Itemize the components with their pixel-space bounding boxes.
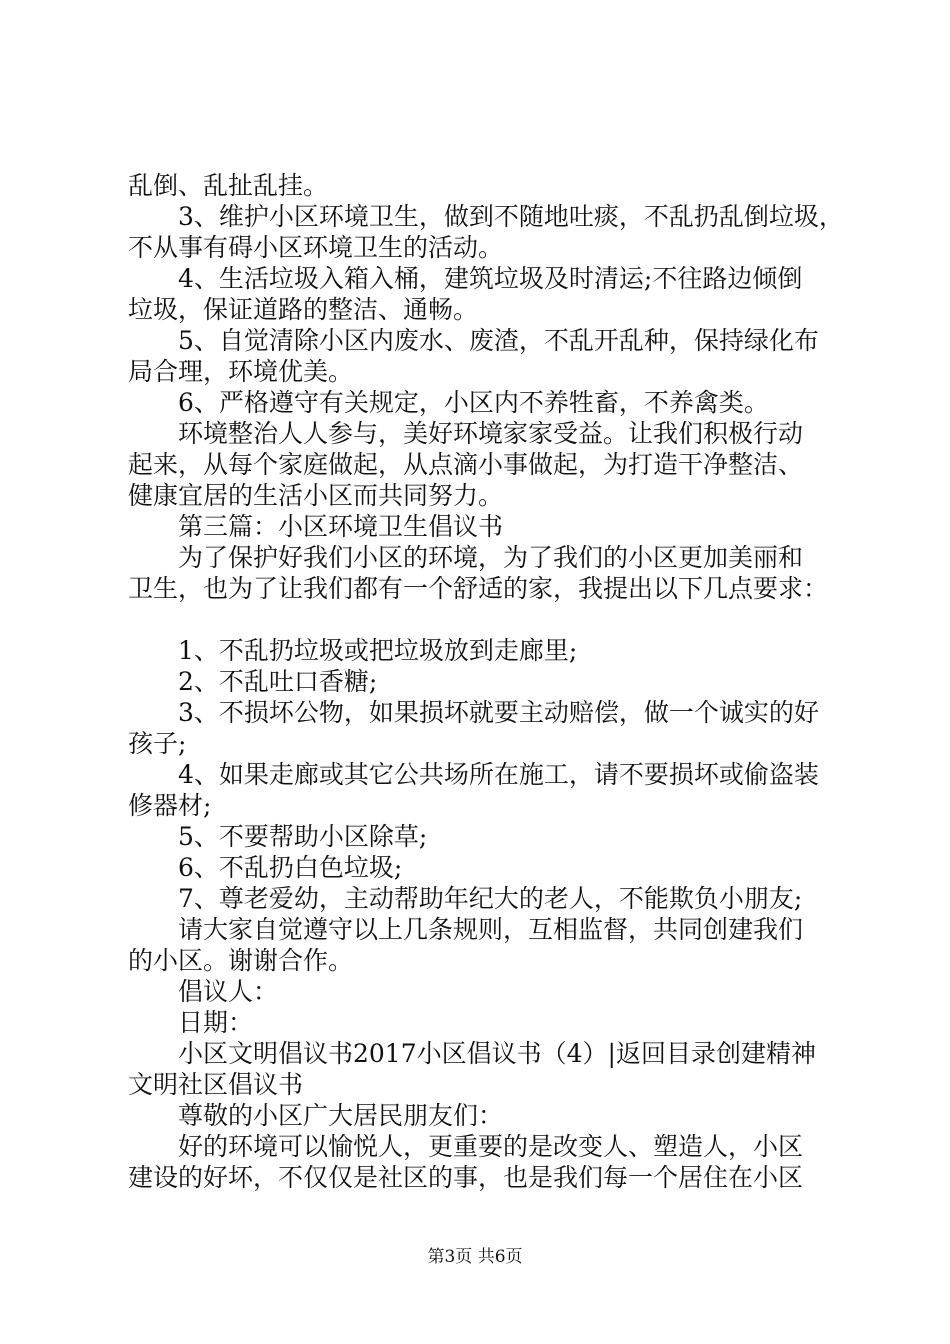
text-line: 乱倒、乱扯乱挂。 (128, 171, 329, 200)
text-line: 孩子; (128, 729, 187, 758)
text-line: 建设的好坏，不仅仅是社区的事，也是我们每一个居住在小区 (128, 1163, 804, 1192)
text-line: 请大家自觉遵守以上几条规则，互相监督，共同创建我们 (178, 915, 804, 944)
text-line: 第三篇：小区环境卫生倡议书 (178, 512, 504, 541)
text-line: 小区文明倡议书2017小区倡议书（4）|返回目录创建精神 (178, 1039, 816, 1068)
text-line: 3、维护小区环境卫生，做到不随地吐痰，不乱扔乱倒垃圾， (178, 202, 844, 231)
text-line: 1、不乱扔垃圾或把垃圾放到走廊里; (178, 636, 578, 665)
text-line: 不从事有碍小区环境卫生的活动。 (128, 233, 504, 262)
text-line: 7、尊老爱幼，主动帮助年纪大的老人，不能欺负小朋友; (178, 884, 803, 913)
text-line: 好的环境可以愉悦人，更重要的是改变人、塑造人，小区 (178, 1132, 804, 1161)
text-line: 尊敬的小区广大居民朋友们： (178, 1101, 504, 1130)
page-footer: 第3页 共6页 (427, 1247, 523, 1267)
text-line: 2、不乱吐口香糖; (178, 667, 378, 696)
text-line: 6、不乱扔白色垃圾; (178, 853, 403, 882)
text-line: 修器材; (128, 791, 212, 820)
text-line: 4、生活垃圾入箱入桶，建筑垃圾及时清运;不往路边倾倒 (178, 264, 803, 293)
text-line: 5、不要帮助小区除草; (178, 822, 428, 851)
text-line: 4、如果走廊或其它公共场所在施工，请不要损坏或偷盗装 (178, 760, 819, 789)
text-line: 环境整治人人参与，美好环境家家受益。让我们积极行动 (178, 419, 804, 448)
text-line: 的小区。谢谢合作。 (128, 946, 354, 975)
text-line: 垃圾，保证道路的整洁、通畅。 (128, 295, 479, 324)
text-line: 5、自觉清除小区内废水、废渣，不乱开乱种，保持绿化布 (178, 326, 819, 355)
text-line: 文明社区倡议书 (128, 1070, 304, 1099)
text-line: 卫生，也为了让我们都有一个舒适的家，我提出以下几点要求： (128, 574, 829, 603)
text-line: 倡议人： (178, 977, 279, 1006)
text-line: 日期： (178, 1008, 254, 1037)
text-line: 健康宜居的生活小区而共同努力。 (128, 481, 504, 510)
text-line: 6、严格遵守有关规定，小区内不养牲畜，不养禽类。 (178, 388, 769, 417)
text-line: 局合理，环境优美。 (128, 357, 354, 386)
text-line: 起来，从每个家庭做起，从点滴小事做起，为打造干净整洁、 (128, 450, 804, 479)
body-text (128, 170, 844, 1193)
text-line (128, 604, 840, 635)
text-line: 为了保护好我们小区的环境，为了我们的小区更加美丽和 (178, 543, 804, 572)
text-line: 3、不损坏公物，如果损坏就要主动赔偿，做一个诚实的好 (178, 698, 819, 727)
